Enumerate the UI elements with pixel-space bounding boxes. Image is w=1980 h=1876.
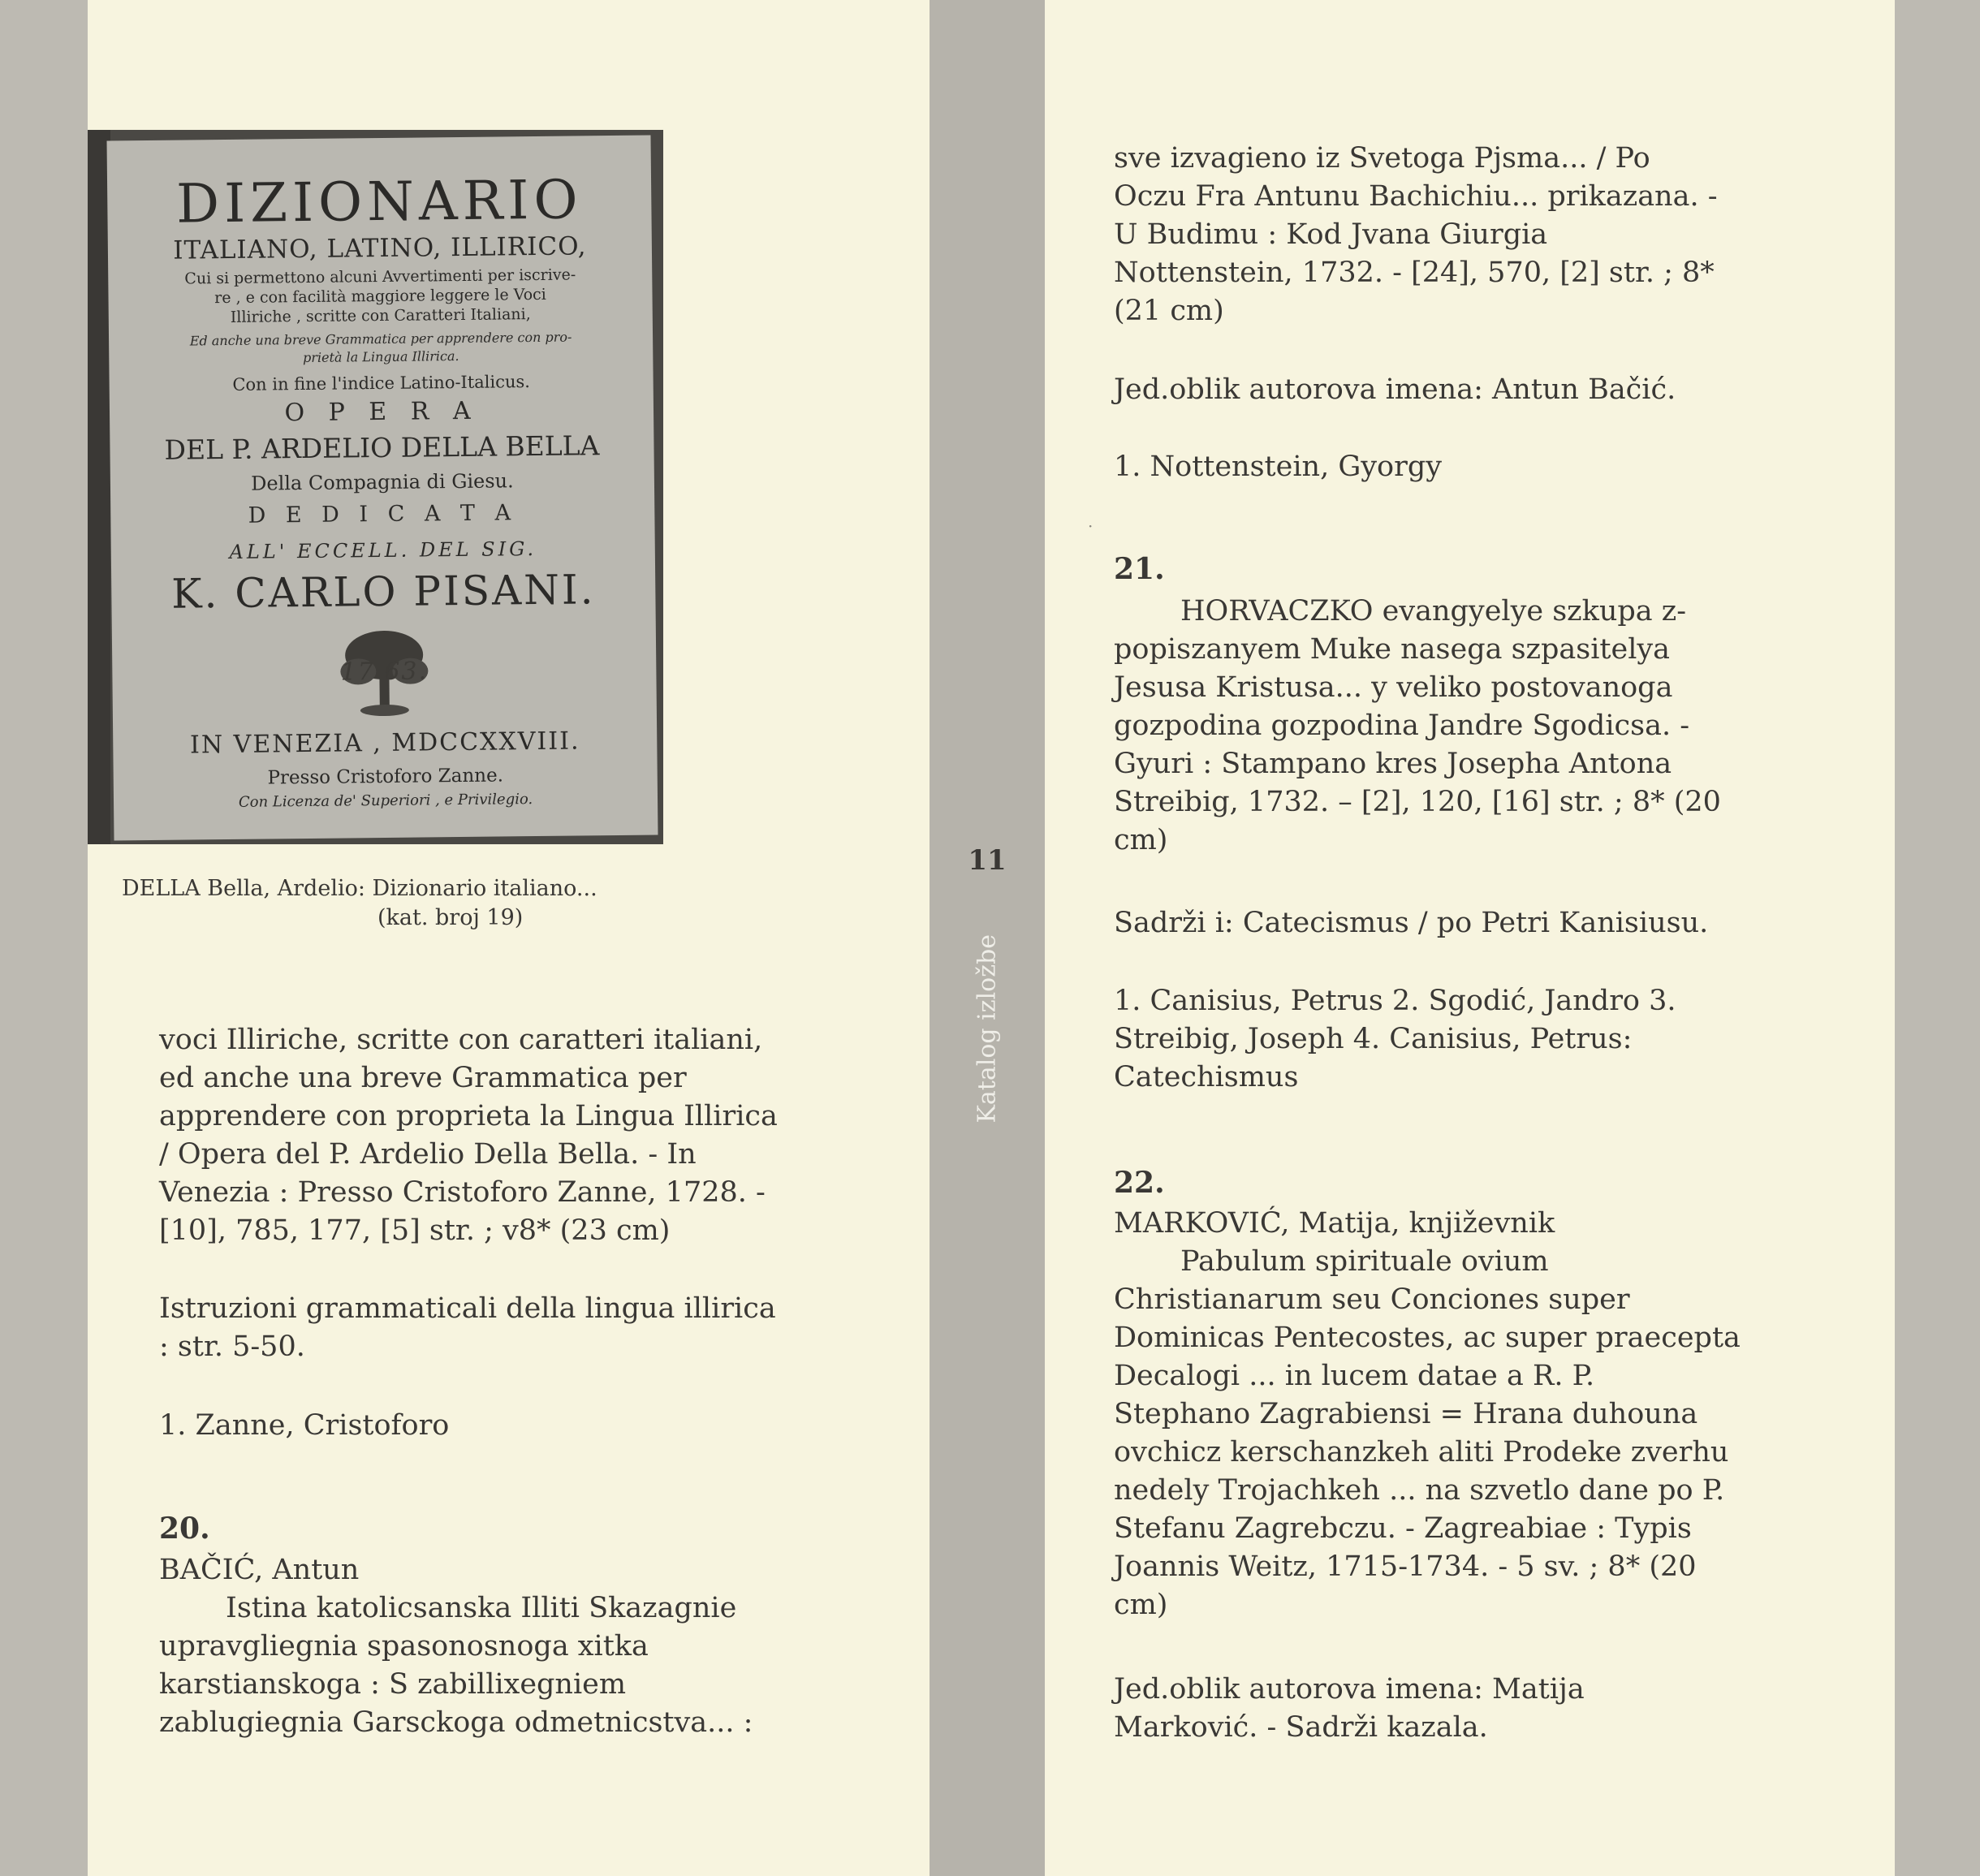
title-place: IN VENEZIA , MDCCXXVIII. xyxy=(189,727,580,760)
entry-19-index: 1. Zanne, Cristoforo xyxy=(159,1409,450,1442)
title-main: DIZIONARIO xyxy=(175,168,583,235)
text-line: upravgliegnia spasonosnoga xitka xyxy=(159,1630,649,1663)
text-line: cm) xyxy=(1114,824,1168,856)
text-line: nedely Trojachkeh ... na szvetlo dane po P. xyxy=(1114,1474,1725,1507)
title-intro-5: prietà la Lingua Illirica. xyxy=(302,348,459,366)
entry-20-number: 20. xyxy=(159,1512,210,1546)
entry-22-title xyxy=(1114,1243,1741,1624)
entry-19-continuation xyxy=(159,1021,778,1250)
title-intro-1: Cui si permettono alcuni Avvertimenti per iscrive- xyxy=(184,265,576,288)
text-line: Catechismus xyxy=(1114,1061,1299,1093)
text-line: Pabulum spirituale ovium xyxy=(1180,1245,1549,1278)
text-line: Joannis Weitz, 1715-1734. - 5 sv. ; 8* (20 xyxy=(1114,1550,1697,1583)
running-title: Katalog izložbe xyxy=(973,934,1002,1123)
text-line: cm) xyxy=(1114,1589,1168,1621)
entry-22-author: MARKOVIĆ, Matija, književnik xyxy=(1114,1207,1555,1240)
title-eccell: ALL' ECCELL. DEL SIG. xyxy=(229,537,537,563)
title-patron: K. CARLO PISANI. xyxy=(170,566,596,618)
entry-20-note: Jed.oblik autorova imena: Antun Bačić. xyxy=(1114,373,1676,406)
title-sub: ITALIANO, LATINO, ILLIRICO, xyxy=(173,231,587,265)
text-line: apprendere con proprieta la Lingua Illirica xyxy=(159,1100,778,1132)
text-line: Dominicas Pentecostes, ac super praecepta xyxy=(1114,1322,1741,1354)
text-line: (21 cm) xyxy=(1114,295,1224,327)
text-line: ovchicz kerschanzkeh aliti Prodeke zverhu xyxy=(1114,1436,1729,1468)
text-line: Stephano Zagrabiensi = Hrana duhouna xyxy=(1114,1398,1698,1430)
text-line: / Opera del P. Ardelio Della Bella. - In xyxy=(159,1138,697,1171)
handwritten-year: 17 63. xyxy=(340,657,429,687)
entry-21-number: 21. xyxy=(1114,552,1165,586)
title-page-photo xyxy=(88,130,663,844)
entry-20-title xyxy=(159,1589,753,1742)
entry-21-index xyxy=(1114,982,1676,1097)
text-line: Streibig, Joseph 4. Canisius, Petrus: xyxy=(1114,1023,1633,1055)
title-intro-2: re , e con facilità maggiore leggere le Voci xyxy=(214,285,546,308)
text-line: Christianarum seu Conciones super xyxy=(1114,1283,1630,1316)
text-line: 1. Canisius, Petrus 2. Sgodić, Jandro 3. xyxy=(1114,985,1676,1017)
text-line: Jesusa Kristusa... y veliko postovanoga xyxy=(1114,671,1673,704)
title-intro-4: Ed anche una breve Grammatica per apprendere con pro- xyxy=(189,329,572,349)
title-licence: Con Licenza de' Superiori , e Privilegio. xyxy=(238,791,533,811)
title-page xyxy=(107,136,658,841)
text-line: ed anche una breve Grammatica per xyxy=(159,1062,687,1094)
text-line: U Budimu : Kod Jvana Giurgia xyxy=(1114,218,1548,251)
entry-21-title xyxy=(1114,593,1721,860)
text-line: Marković. - Sadrži kazala. xyxy=(1114,1711,1488,1744)
text-line: Decalogi ... in lucem datae a R. P. xyxy=(1114,1360,1595,1392)
right-margin-band xyxy=(1895,0,1980,1876)
entry-20-index: 1. Nottenstein, Gyorgy xyxy=(1114,451,1443,483)
text-line: Streibig, 1732. – [2], 120, [16] str. ; 8* (20 xyxy=(1114,786,1721,818)
text-line: Jed.oblik autorova imena: Matija xyxy=(1114,1673,1585,1706)
margin-dot: · xyxy=(1088,516,1094,536)
text-line: karstianskoga : S zabillixegniem xyxy=(159,1668,627,1701)
text-line: [10], 785, 177, [5] str. ; v8* (23 cm) xyxy=(159,1214,671,1247)
entry-21-note: Sadrži i: Catecismus / po Petri Kanisiusu. xyxy=(1114,907,1709,939)
page-number: 11 xyxy=(968,844,1007,877)
title-printer: Presso Cristoforo Zanne. xyxy=(267,765,504,789)
title-company: Della Compagnia di Giesu. xyxy=(251,469,514,495)
entry-22-number: 22. xyxy=(1114,1166,1165,1200)
text-line: Nottenstein, 1732. - [24], 570, [2] str. ; 8* xyxy=(1114,257,1715,289)
entry-19-note xyxy=(159,1290,776,1366)
text-line: HORVACZKO evangyelye szkupa z- xyxy=(1180,595,1687,627)
title-author: DEL P. ARDELIO DELLA BELLA xyxy=(164,429,600,466)
text-line: Stefanu Zagrebczu. - Zagreabiae : Typis xyxy=(1114,1512,1692,1545)
left-margin-band xyxy=(0,0,88,1876)
text-line: popiszanyem Muke nasega szpasitelya xyxy=(1114,633,1671,666)
entry-20-author: BAČIĆ, Antun xyxy=(159,1554,360,1586)
title-opera: O P E R A xyxy=(284,396,479,428)
text-line: Oczu Fra Antunu Bachichiu... prikazana. - xyxy=(1114,180,1718,213)
text-line: Istruzioni grammaticali della lingua illirica xyxy=(159,1292,776,1325)
entry-20-continuation xyxy=(1114,140,1718,330)
title-intro-3: Illiriche , scritte con Caratteri Italiani, xyxy=(230,305,531,326)
text-line: Istina katolicsanska Illiti Skazagnie xyxy=(226,1592,737,1624)
photo-caption-line-1: DELLA Bella, Ardelio: Dizionario italiano... xyxy=(122,876,597,901)
text-line: gozpodina gozpodina Jandre Sgodicsa. - xyxy=(1114,709,1690,742)
title-index-line: Con in fine l'indice Latino-Italicus. xyxy=(232,372,531,395)
text-line: Gyuri : Stampano kres Josepha Antona xyxy=(1114,748,1672,780)
text-line: Venezia : Presso Cristoforo Zanne, 1728. - xyxy=(159,1176,766,1209)
title-dedicat: D E D I C A T A xyxy=(248,500,518,528)
text-line: sve izvagieno iz Svetoga Pjsma... / Po xyxy=(1114,142,1650,175)
text-line: zablugiegnia Garsckoga odmetnicstva... : xyxy=(159,1706,753,1739)
text-line: voci Illiriche, scritte con caratteri italiani, xyxy=(159,1024,763,1056)
text-line: : str. 5-50. xyxy=(159,1330,305,1363)
entry-22-note xyxy=(1114,1671,1585,1747)
photo-caption-line-2: (kat. broj 19) xyxy=(377,905,524,930)
